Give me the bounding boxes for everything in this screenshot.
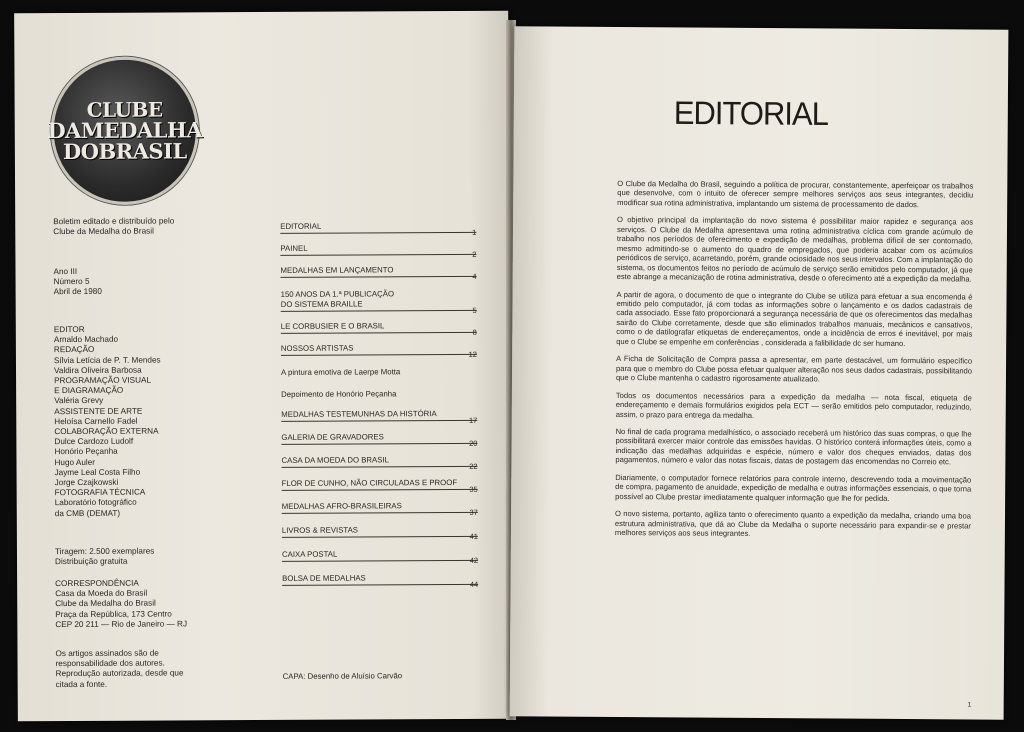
intro-text: Boletim editado e distribuído pelo Clube da Medalha do Brasil — [53, 216, 175, 237]
editorial-body — [615, 179, 974, 548]
toc-item-braille: 150 ANOS DA 1.ª PUBLICAÇÃO DO SISTEMA BRAILLE 5 — [280, 289, 477, 315]
editorial-paragraph: O Clube da Medalha do Brasil, seguindo a política de procurar, constantemente, aperfeiçoar os trabalhos que desenvolve, com o intuito de oferecer sempre melhores serviços aos seus integrantes, decidiu modificar sua rotina administrativa, implantando um sistema de processamento de dados. — [617, 179, 974, 210]
toc-sub-honorio: Depoimento de Honório Peçanha — [281, 389, 397, 399]
toc-item-flor: FLOR DE CUNHO, NÃO CIRCULADAS E PROOF 35 — [281, 477, 478, 494]
disclaimer: Os artigos assinados são de responsabilidade dos autores. Reprodução autorizada, desde que citada a fonte. — [55, 648, 184, 689]
toc-item-livros: LIVROS & REVISTAS 41 — [281, 525, 478, 541]
cover-credit: CAPA: Desenho de Aluísio Carvão — [282, 671, 403, 681]
toc-item-bolsa: BOLSA DE MEDALHAS 44 — [282, 573, 479, 589]
editorial-paragraph: O novo sistema, portanto, agiliza tanto o oferecimento quanto a expedição da medalha, criando uma boa estrutura administrativa, que dá ao Clube da Medalha o suporte necessário para expandir-se e prestar melhores serviços aos seus integrantes. — [614, 509, 972, 538]
toc-item-artistas: NOSSOS ARTISTAS 12 — [280, 343, 477, 359]
editorial-paragraph: O objetivo principal da implantação do novo sistema é possibilitar maior rapidez e segurança aos serviços. O Clube da Medalha apresentava uma rotina administrativa cíclica com grande acúmulo de trabalho nos períodos de oferecimento e expedição de medalhas, problema difícil de ser contornado, mesmo admitindo-se o aumento do quadro de empregados, que poderia acabar com os acúmulos periódicos de serviço, acarretando, porém, grande ociosidade nos seus intervalos. Com a implantação do sistema, os documentos feitos no período de acúmulo de serviço serão emitidos pelo computador, já que este abrange a mecanização de rotina administrativa, desde o oferecimento até a expedição da medalha. — [616, 215, 974, 284]
toc-item-corbusier: LE CORBUSIER E O BRASIL 8 — [280, 321, 477, 337]
toc-item-afro: MEDALHAS AFRO-BRASILEIRAS 37 — [281, 501, 478, 517]
editorial-paragraph: No final de cada programa medalhístico, o associado receberá um histórico das suas compras, o que lhe possibilitará exercer maior controle das emissões havidas. O histórico conterá informações úteis, como a indicação das medalhas adquiridas e espécie, número e valor dos cheques enviados, datas dos pagamentos, número e valor das notas fiscais, datas de postagem das encomendas no Correio etc. — [615, 426, 972, 467]
toc-item-editorial: EDITORIAL 1 — [280, 221, 477, 237]
toc-item-gravadores: GALERIA DE GRAVADORES 20 — [281, 432, 478, 448]
credits: EDITOR Arnaldo Machado REDAÇÃO Sílvia Letícia de P. T. Mendes Valdira Oliveira Barbosa PROGRAMAÇÃO VISUAL E DIAGRAMAÇÃO Valéria Grevy ASSISTENTE DE ARTE Heloísa Carnello Fadel COLABORAÇÃO EXTERNA Dulce Cardozo Ludolf Honório Peçanha Hugo Auler Jayme Leal Costa Filho Jorge Czajkowski FOTOGRAFIA TÉCNICA Laboratório fotográfico da CMB (DEMAT) — [53, 324, 161, 518]
toc-item-testemunhas: MEDALHAS TESTEMUNHAS DA HISTÓRIA 17 — [281, 409, 478, 425]
toc-item-lancamento: MEDALHAS EM LANÇAMENTO 4 — [280, 265, 477, 281]
logo-line-2: DAMEDALHA — [47, 117, 203, 144]
toc-item-caixa: CAIXA POSTAL 42 — [281, 549, 479, 565]
editorial-paragraph: Diariamente, o computador fornece relatórios para controle interno, descrevendo toda a movimentação de compra, pagamento de anuidade, expedição de medalha e outras informações essenciais, o que torna possível ao Clube prestar imediatamente qualquer informação que lhe for pedida. — [615, 472, 972, 503]
editorial-paragraph: Todos os documentos necessários para a expedição da medalha — nota fiscal, etiqueta de endereçamento e demais formulários exigidos pela ECT — serão emitidos pelo computador, reduzindo, assim, o prazo para entrega da medalha. — [615, 390, 972, 420]
editorial-paragraph: A Ficha de Solicitação de Compra passa a apresentar, em parte destacável, um formulário específico para que o membro do Clube possa efetuar qualquer alteração nos seus dados cadastrais, possibilitando que o Clube mantenha o cadastro rigorosamente atualizado. — [615, 354, 973, 384]
correspondence: CORRESPONDÊNCIA Casa da Moeda do Brasil Clube da Medalha do Brasil Praça da República, 173 Centro CEP 20 211 — Rio de Janeiro — RJ — [55, 578, 188, 629]
club-logo — [47, 56, 203, 205]
table-of-contents — [279, 11, 479, 589]
toc-item-painel: PAINEL 2 — [280, 243, 477, 259]
toc-item-casa-moeda: CASA DA MOEDA DO BRASIL 22 — [281, 455, 478, 471]
editorial-paragraph: A partir de agora, o documento de que o integrante do Clube se utiliza para efetuar a sua encomenda é emitido pelo computador, já com todas as informações sobre o lançamento e os dados cadastrais de cada associado. Esse fato proporcionará a segurança necessária de que os oferecimentos das medalhas sairão do Clube corretamente, desde que são eliminados trabalhos manuais, mecânicos e cansativos, como o de datilografar etiquetas de endereçamentos, onde a incidência de erros é inevitável, por mais que o Clube se empenhe em conferências , considerada a falibilidade dc ser humano. — [616, 289, 973, 348]
logo-line-3: DOBRASIL — [62, 138, 187, 165]
toc-sub-laerpe: A pintura emotiva de Laerpe Motta — [281, 367, 401, 377]
issue-info: Ano III Número 5 Abril de 1980 — [53, 266, 102, 297]
left-page — [14, 11, 512, 722]
right-page — [510, 26, 1009, 719]
print-run: Tiragem: 2.500 exemplares Distribuição gratuita — [54, 546, 155, 567]
logo-line-1: CLUBE — [86, 97, 163, 122]
page-number: 1 — [967, 701, 972, 709]
editorial-title: EDITORIAL — [673, 94, 829, 133]
